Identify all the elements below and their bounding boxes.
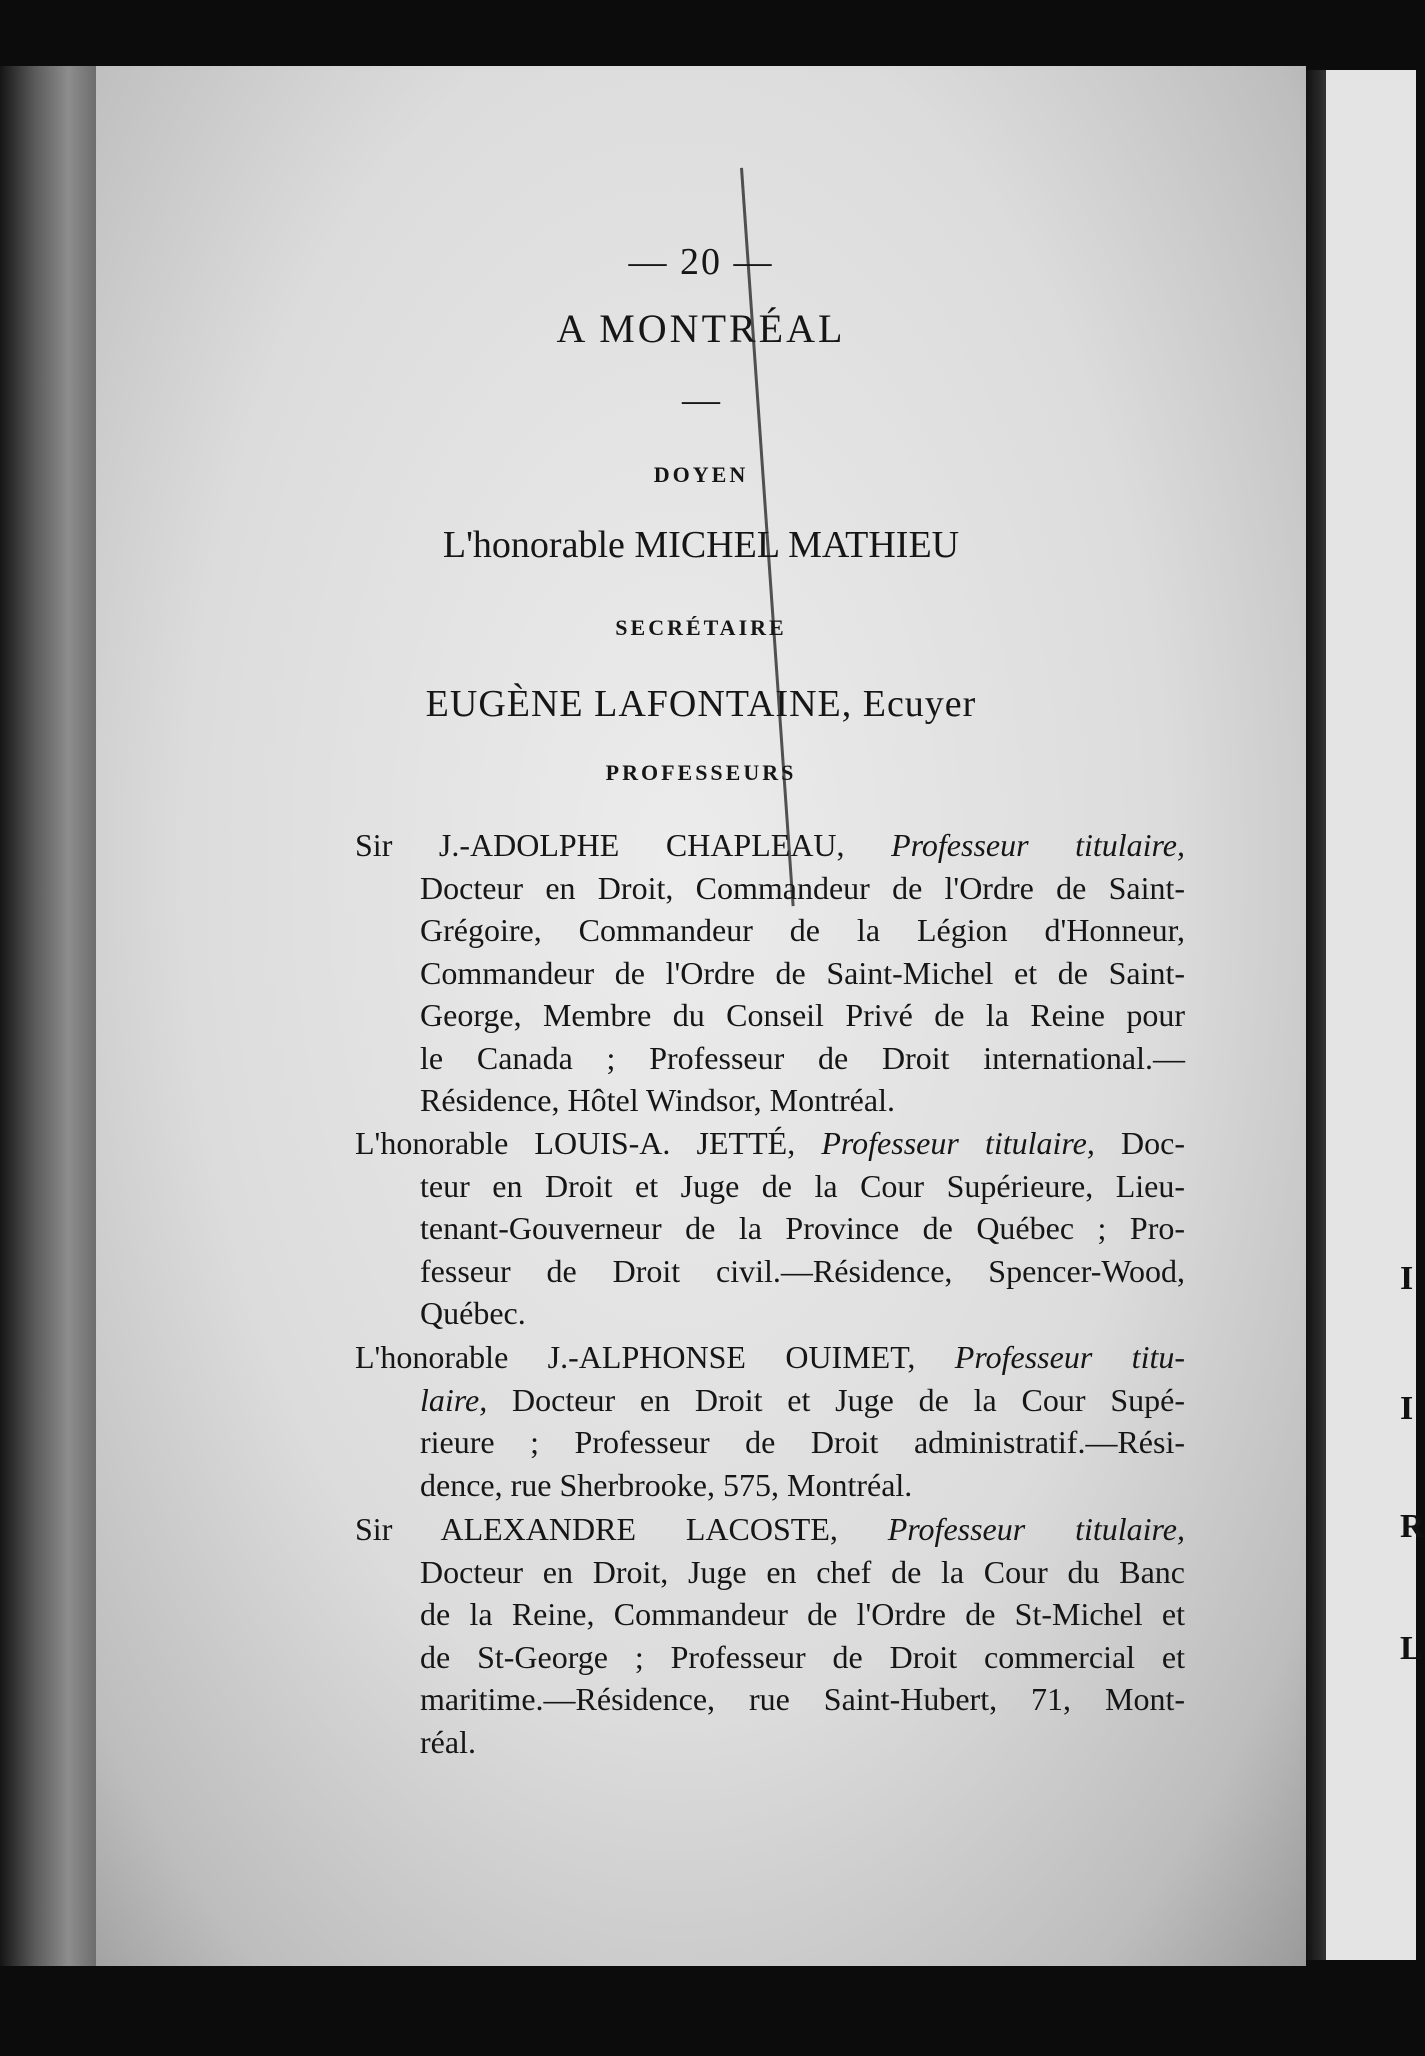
entry-text: rieure ; Professeur de Droit administratif.—Rési- [420, 1424, 1185, 1460]
entry-text: fesseur de Droit civil.—Résidence, Spencer-Wood, [420, 1252, 1185, 1289]
entry-text: Commandeur de l'Ordre de Saint-Michel et de Saint- [420, 954, 1185, 991]
entry-italic-text: Professeur titulaire, [891, 827, 1186, 863]
entry-text: Résidence, Hôtel Windsor, Montréal. [420, 1082, 895, 1118]
entry-line [355, 1593, 1185, 1636]
entry-line [355, 867, 1185, 910]
secretaire-name: EUGÈNE LAFONTAINE, Ecuyer [425, 683, 977, 725]
entry-line [355, 1250, 1185, 1293]
professor-entry [355, 1122, 1185, 1335]
doyen-name: L'honorable MICHEL MATHIEU [442, 524, 960, 566]
entry-text: réal. [420, 1723, 476, 1760]
entry-line [355, 909, 1185, 952]
entry-line [355, 1037, 1185, 1080]
entry-line [355, 1721, 1185, 1764]
adjacent-page-letter: L [1400, 1630, 1423, 1667]
entry-italic-text: laire, [420, 1381, 488, 1418]
professor-entry [355, 824, 1185, 1122]
professor-entry [355, 1336, 1185, 1506]
entry-line [355, 1379, 1185, 1422]
entry-first-line [355, 1508, 1185, 1551]
entry-text: Doc- [1094, 1125, 1186, 1161]
page-number: — 20 — [628, 241, 774, 283]
entry-text: Québec. [420, 1295, 526, 1331]
entry-text: Docteur en Droit, Juge en chef de la Cour du Banc [420, 1553, 1185, 1590]
entry-text: maritime.—Résidence, rue Saint-Hubert, 71, Mont- [420, 1681, 1185, 1717]
entry-italic-text: Professeur titulaire, [887, 1511, 1185, 1547]
page-gutter [1306, 70, 1326, 1960]
adjacent-page-letter: I [1400, 1260, 1414, 1297]
doyen-heading: DOYEN [653, 462, 749, 487]
adjacent-page-letter: I [1400, 1390, 1414, 1427]
entry-line [355, 994, 1185, 1037]
title-rule: — [682, 379, 720, 421]
entry-first-line [355, 824, 1185, 867]
entry-line [355, 1551, 1185, 1594]
professeurs-heading: PROFESSEURS [605, 760, 797, 785]
entry-first-line [355, 1336, 1185, 1379]
entry-line [355, 1636, 1185, 1679]
entry-text: tenant-Gouverneur de la Province de Québec ; Pro- [420, 1210, 1185, 1246]
entry-italic-text: Professeur titulaire, [821, 1125, 1095, 1161]
entry-line [355, 1165, 1185, 1208]
section-title: A MONTRÉAL [556, 306, 846, 351]
adjacent-page-letter: R [1400, 1508, 1425, 1545]
entry-text: L'honorable LOUIS-A. JETTÉ, [355, 1125, 822, 1161]
entry-line [355, 1464, 1185, 1507]
adjacent-page-strip [1306, 70, 1425, 1960]
entry-text: Sir J.-ADOLPHE CHAPLEAU, [355, 827, 892, 863]
secretaire-heading: SECRÉTAIRE [615, 615, 787, 640]
entry-text: dence, rue Sherbrooke, 575, Montréal. [420, 1466, 913, 1503]
entry-line [355, 1678, 1185, 1721]
entry-text: Docteur en Droit et Juge de la Cour Supé- [487, 1381, 1185, 1418]
entry-text: de St-George ; Professeur de Droit commercial et [420, 1638, 1185, 1675]
entry-text: Sir ALEXANDRE LACOSTE, [355, 1511, 888, 1547]
page-edge-left [0, 66, 98, 1966]
entry-line [355, 1421, 1185, 1464]
entry-line [355, 952, 1185, 995]
professor-entry [355, 1508, 1185, 1763]
entry-italic-text: Professeur titu- [954, 1339, 1186, 1375]
entry-text: Docteur en Droit, Commandeur de l'Ordre de Saint- [420, 869, 1185, 906]
entry-text: L'honorable J.-ALPHONSE OUIMET, [355, 1339, 955, 1375]
entry-text: Grégoire, Commandeur de la Légion d'Honneur, [420, 912, 1185, 948]
entry-text: le Canada ; Professeur de Droit international.— [420, 1039, 1185, 1076]
entry-text: de la Reine, Commandeur de l'Ordre de St-Michel et [420, 1596, 1185, 1632]
entry-line [355, 1079, 1185, 1122]
entry-text: teur en Droit et Juge de la Cour Supérieure, Lieu- [420, 1167, 1185, 1204]
entry-text: George, Membre du Conseil Privé de la Reine pour [420, 997, 1185, 1033]
entry-line [355, 1292, 1185, 1335]
entry-first-line [355, 1122, 1185, 1165]
entry-line [355, 1207, 1185, 1250]
